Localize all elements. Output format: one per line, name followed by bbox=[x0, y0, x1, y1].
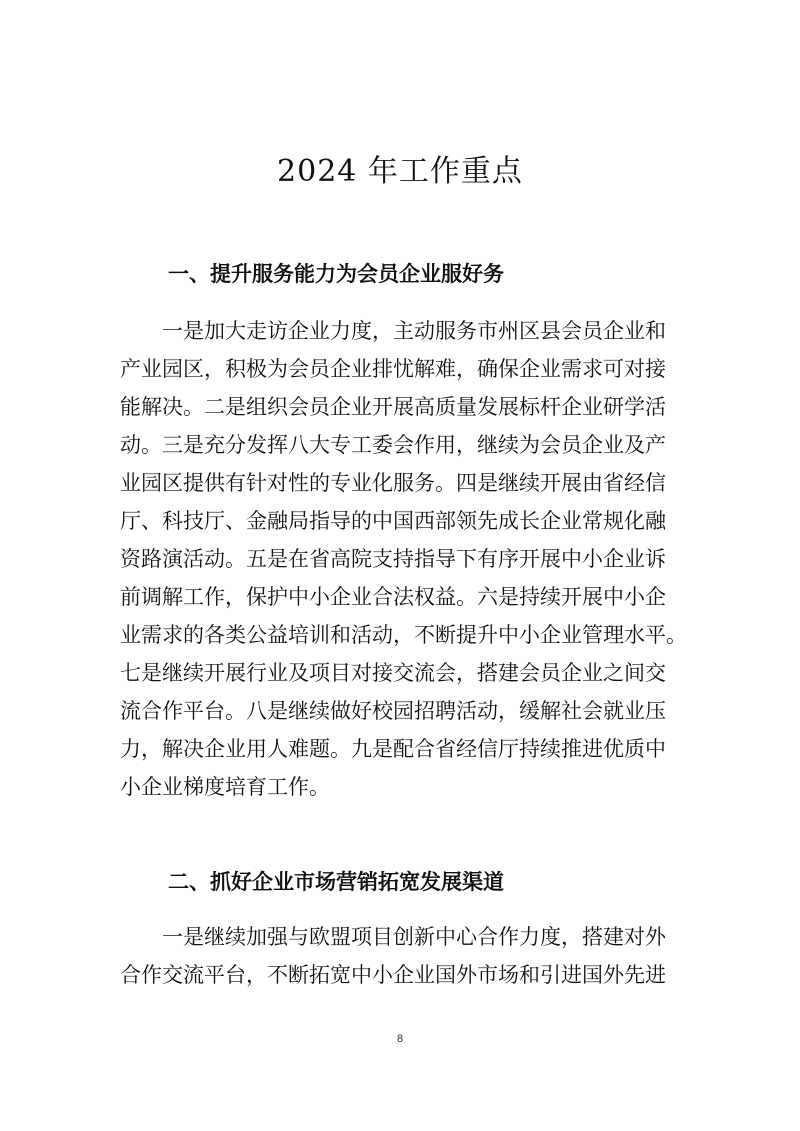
section-1-line: 厅、科技厅、金融局指导的中国西部领先成长企业常规化融 bbox=[120, 509, 666, 533]
page-number: 8 bbox=[396, 1033, 404, 1045]
section-1-line: 一是加大走访企业力度，主动服务市州区县会员企业和 bbox=[162, 319, 666, 343]
document-title: 2024 年工作重点 bbox=[277, 154, 523, 189]
section-1-line: 产业园区，积极为会员企业排忧解难，确保企业需求可对接 bbox=[120, 357, 666, 381]
section-1-line: 前调解工作，保护中小企业合法权益。六是持续开展中小企 bbox=[120, 585, 666, 609]
section-1-line: 七是继续开展行业及项目对接交流会，搭建会员企业之间交 bbox=[120, 661, 666, 685]
section-1-line: 流合作平台。八是继续做好校园招聘活动，缓解社会就业压 bbox=[120, 699, 666, 723]
section-1-line: 动。三是充分发挥八大专工委会作用，继续为会员企业及产 bbox=[120, 433, 666, 457]
section-1-line: 业园区提供有针对性的专业化服务。四是继续开展由省经信 bbox=[120, 471, 666, 495]
section-2-line: 合作交流平台，不断拓宽中小企业国外市场和引进国外先进 bbox=[120, 963, 666, 987]
section-1-line: 力，解决企业用人难题。九是配合省经信厅持续推进优质中 bbox=[120, 737, 666, 761]
section-heading-2: 二、抓好企业市场营销拓宽发展渠道 bbox=[168, 870, 504, 894]
section-1-line: 业需求的各类公益培训和活动，不断提升中小企业管理水平。 bbox=[120, 623, 687, 647]
section-1-line: 小企业梯度培育工作。 bbox=[120, 775, 330, 799]
section-1-line: 资路演活动。五是在省高院支持指导下有序开展中小企业诉 bbox=[120, 547, 666, 571]
section-1-line: 能解决。二是组织会员企业开展高质量发展标杆企业研学活 bbox=[120, 395, 666, 419]
section-heading-1: 一、提升服务能力为会员企业服好务 bbox=[168, 262, 504, 286]
section-2-line: 一是继续加强与欧盟项目创新中心合作力度，搭建对外 bbox=[162, 925, 666, 949]
